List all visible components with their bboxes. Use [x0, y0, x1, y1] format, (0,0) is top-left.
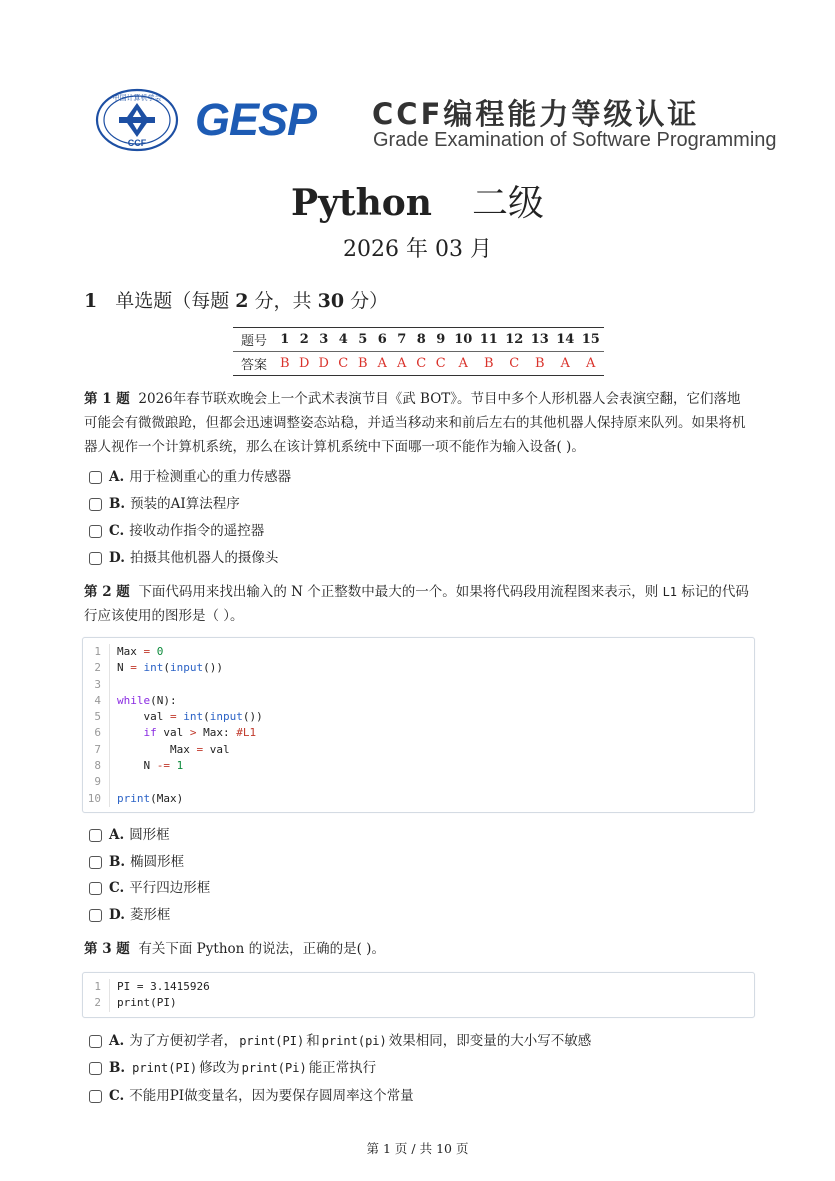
question-number-cell: 9 [431, 328, 451, 352]
checkbox-icon[interactable] [89, 909, 102, 922]
code-reference: L1 [662, 585, 678, 599]
brand-title-en: Grade Examination of Software Programming [373, 129, 777, 151]
question-number-cell: 11 [476, 328, 502, 352]
checkbox-icon[interactable] [89, 471, 102, 484]
section-number: 1 [84, 290, 98, 312]
ccf-logo-top-text: 中国计算机学会 [112, 94, 162, 102]
question-2-option-d[interactable]: D. 菱形框 [89, 906, 170, 924]
exam-language: Python [291, 182, 432, 224]
question-number-cell: 4 [334, 328, 354, 352]
checkbox-icon[interactable] [89, 856, 102, 869]
answer-table-answers-row [233, 352, 604, 376]
answer-table-header-number: 题号 [233, 328, 275, 352]
answer-cell: B [353, 352, 373, 376]
exam-date: 2026 年 03 月 [343, 237, 492, 262]
question-3-label: 第 3 题 [84, 941, 130, 957]
exam-header [95, 88, 777, 154]
code-line: 1 PI = 3.1415926 [83, 979, 754, 995]
answer-cell: C [502, 352, 528, 376]
answer-cell: A [451, 352, 477, 376]
question-3-code-block [82, 972, 755, 1018]
question-number-cell: 15 [578, 328, 604, 352]
checkbox-icon[interactable] [89, 552, 102, 565]
code-line: 2 print(PI) [83, 995, 754, 1011]
question-2-stem: 第 2 题 下面代码用来找出输入的 N 个正整数中最大的一个。如果将代码段用流程图来表示，则 L1 标记的代码行应该使用的图形是（ ）。 [84, 584, 749, 624]
question-number-cell: 8 [412, 328, 432, 352]
code-line: 2 N = int(input()) [83, 660, 754, 676]
answer-cell: A [578, 352, 604, 376]
question-number-cell: 3 [314, 328, 334, 352]
code-line: 1 Max = 0 [83, 644, 754, 660]
question-2-label: 第 2 题 [84, 584, 130, 600]
question-1-stem [84, 387, 752, 459]
question-2-option-a[interactable]: A. 圆形框 [89, 826, 170, 844]
question-number-cell: 6 [373, 328, 393, 352]
question-number-cell: 2 [295, 328, 315, 352]
section-heading: 1 单选题（每题 2 分，共 30 分） [84, 290, 389, 312]
brand-title-cn: CCF编程能力等级认证 [372, 97, 700, 131]
question-number-cell: 7 [392, 328, 412, 352]
code-line: 6 if val > Max: #L1 [83, 725, 754, 741]
code-line: 10 print(Max) [83, 791, 754, 807]
answer-table-header-answer: 答案 [233, 352, 275, 376]
question-number-cell: 1 [275, 328, 295, 352]
checkbox-icon[interactable] [89, 1062, 102, 1075]
checkbox-icon[interactable] [89, 1090, 102, 1103]
answer-cell: A [553, 352, 579, 376]
code-line: 8 N -= 1 [83, 758, 754, 774]
ccf-logo [95, 88, 179, 152]
question-3-option-c[interactable]: C. 不能用PI做变量名，因为要保存圆周率这个常量 [89, 1087, 414, 1105]
question-3-option-b[interactable]: B. print(PI) 修改为 print(Pi) 能正常执行 [89, 1059, 376, 1077]
question-number-cell: 12 [502, 328, 528, 352]
checkbox-icon[interactable] [89, 829, 102, 842]
checkbox-icon[interactable] [89, 525, 102, 538]
question-2-option-b[interactable]: B. 椭圆形框 [89, 853, 184, 871]
answer-cell: B [275, 352, 295, 376]
answer-table [233, 327, 604, 376]
question-number-cell: 13 [527, 328, 553, 352]
ccf-logo-bottom-text: CCF [127, 138, 147, 148]
answer-cell: B [527, 352, 553, 376]
answer-cell: D [295, 352, 315, 376]
gesp-logo: GESP [195, 94, 317, 145]
question-1-text: 2026年春节联欢晚会上一个武术表演节目《武 BOT》。节目中多个人形机器人会表演空翻，它们落地可能会有微微踉跄，但都会迅速调整姿态站稳，并适当移动来和前后左右的其他机器人保持原来队列。如果将机器人视作一个计算机系统，那么在该计算机系统中下面哪一项不能作为输入设备( )。 [84, 391, 746, 455]
checkbox-icon[interactable] [89, 498, 102, 511]
question-number-cell: 10 [451, 328, 477, 352]
checkbox-icon[interactable] [89, 1035, 102, 1048]
exam-level: 二级 [471, 183, 544, 224]
answer-cell: B [476, 352, 502, 376]
question-1-option-b[interactable]: B. 预装的AI算法程序 [89, 495, 240, 513]
question-3-option-a[interactable]: A. 为了方便初学者， print(PI) 和 print(pi) 效果相同，即变量的大小写不敏感 [89, 1032, 591, 1050]
code-line: 5 val = int(input()) [83, 709, 754, 725]
answer-cell: C [412, 352, 432, 376]
question-1-option-a[interactable]: A. 用于检测重心的重力传感器 [89, 468, 291, 486]
code-line: 7 Max = val [83, 742, 754, 758]
page-footer: 第 1 页 / 共 10 页 [366, 1141, 469, 1156]
question-2-option-c[interactable]: C. 平行四边形框 [89, 879, 210, 897]
answer-cell: A [392, 352, 412, 376]
code-line: 9 [83, 774, 754, 790]
answer-table-numbers-row [233, 328, 604, 352]
answer-cell: C [334, 352, 354, 376]
exam-title [0, 175, 835, 226]
question-2-code-block [82, 637, 755, 813]
question-1-option-c[interactable]: C. 接收动作指令的遥控器 [89, 522, 264, 540]
answer-cell: D [314, 352, 334, 376]
checkbox-icon[interactable] [89, 882, 102, 895]
code-line: 3 [83, 677, 754, 693]
answer-cell: A [373, 352, 393, 376]
question-number-cell: 5 [353, 328, 373, 352]
question-number-cell: 14 [553, 328, 579, 352]
question-1-label: 第 1 题 [84, 391, 130, 407]
answer-cell: C [431, 352, 451, 376]
question-3-stem: 第 3 题 有关下面 Python 的说法，正确的是( )。 [84, 941, 385, 957]
question-1-option-d[interactable]: D. 拍摄其他机器人的摄像头 [89, 549, 278, 567]
code-line: 4 while(N): [83, 693, 754, 709]
